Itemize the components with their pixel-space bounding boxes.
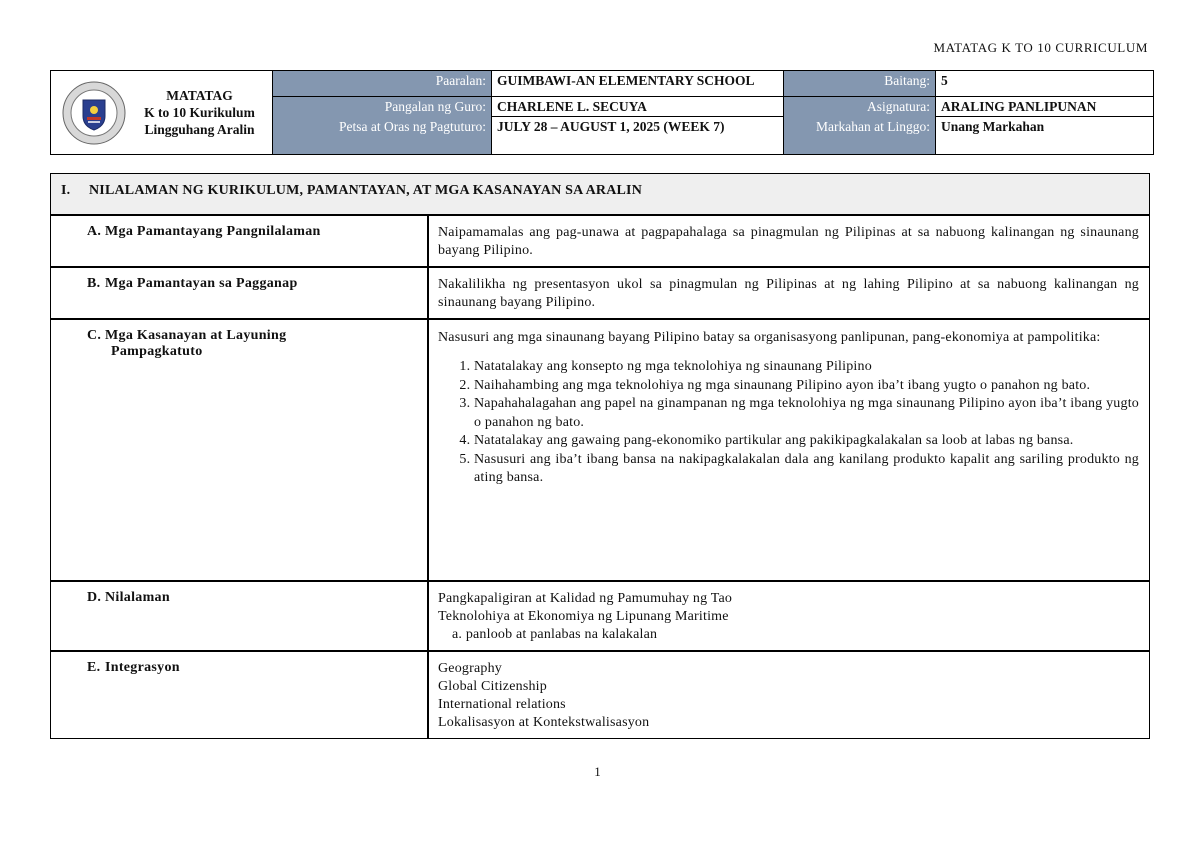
grade-label: Baitang: [783, 71, 935, 97]
row-label-b [51, 268, 429, 318]
content-line: International relations [438, 697, 566, 712]
page-number: 1 [594, 764, 601, 779]
row-letter: C. [87, 328, 102, 343]
row-content-a: Naipamamalas ang pag-unawa at pagpapahalaga sa pinagmulan ng Pilipinas at sa nabuong kalinangan ng sinaunang bayang Pilipino. [438, 225, 1139, 258]
quarter-label: Markahan at Linggo: [783, 117, 935, 154]
row-letter: B. [87, 276, 101, 291]
row-content-e [429, 652, 1149, 738]
school-value: GUIMBAWI-AN ELEMENTARY SCHOOL [491, 71, 783, 97]
brand-line-1: MATATAG [166, 88, 233, 103]
list-item: 1. Natatalakay ang konsepto ng mga teknolohiya ng sinaunang Pilipino [474, 358, 1139, 377]
section-title: NILALAMAN NG KURIKULUM, PAMANTAYAN, AT MGA KASANAYAN SA ARALIN [89, 183, 643, 198]
curriculum-table [50, 173, 1150, 739]
table-row [51, 582, 1149, 652]
lesson-header [50, 70, 1154, 155]
content-line: Geography [438, 661, 503, 676]
row-label-a [51, 216, 429, 266]
row-letter: E. [87, 660, 101, 675]
objectives-intro: Nasusuri ang mga sinaunang bayang Pilipino batay sa organisasyong panlipunan, pang-ekonomiya at pampolitika: [438, 330, 1101, 345]
content-line: Global Citizenship [438, 679, 547, 694]
row-label-text: Nilalaman [105, 590, 170, 605]
brand-text [127, 87, 272, 138]
date-value: JULY 28 – AUGUST 1, 2025 (WEEK 7) [491, 117, 783, 154]
table-row [51, 216, 1149, 268]
subject-label: Asignatura: [783, 97, 935, 117]
objectives-list [438, 358, 1139, 488]
school-label: Paaralan: [273, 71, 491, 97]
row-content-c [429, 320, 1149, 580]
row-label-text: Mga Pamantayang Pangnilalaman [105, 224, 321, 239]
row-letter: D. [87, 590, 102, 605]
row-label-d [51, 582, 429, 650]
row-label-c [51, 320, 429, 580]
content-line: Lokalisasyon at Kontekstwalisasyon [438, 715, 650, 730]
list-item: 2. Naihahambing ang mga teknolohiya ng mga sinaunang Pilipino ayon iba’t ibang yugto o panahon ng bato. [474, 377, 1139, 396]
row-label-e [51, 652, 429, 738]
section-heading [51, 174, 1149, 216]
row-label-text: Integrasyon [105, 660, 180, 675]
brand-line-3: Lingguhang Aralin [144, 122, 255, 137]
row-letter: A. [87, 224, 102, 239]
quarter-value: Unang Markahan [935, 117, 1153, 154]
date-label: Petsa at Oras ng Pagtuturo: [273, 117, 491, 154]
brand-line-2: K to 10 Kurikulum [144, 105, 255, 120]
row-label-text: Mga Kasanayan at Layuning [105, 328, 287, 343]
list-item: 3. Napahahalagahan ang papel na ginampanan ng mga teknolohiya ng mga sinaunang Pilipino ayon iba’t ibang yugto o panahon ng bato. [474, 395, 1139, 432]
brand-cell [51, 71, 273, 154]
running-head: MATATAG K TO 10 CURRICULUM [933, 40, 1148, 55]
row-content-d [429, 582, 1149, 650]
table-row [51, 320, 1149, 582]
table-row [51, 652, 1149, 738]
row-label-text-cont: Pampagkatuto [111, 344, 203, 359]
teacher-value: CHARLENE L. SECUYA [491, 97, 783, 117]
grade-value: 5 [935, 71, 1153, 97]
content-line: Teknolohiya at Ekonomiya ng Lipunang Maritime [438, 609, 729, 624]
header-grid [273, 71, 1153, 154]
list-item: 4. Natatalakay ang gawaing pang-ekonomiko partikular ang pakikipagkalakalan sa loob at labas ng bansa. [474, 432, 1139, 451]
table-row [51, 268, 1149, 320]
content-line: a. panloob at panlabas na kalakalan [452, 627, 658, 642]
list-item: 5. Nasusuri ang iba’t ibang bansa na nakipagkalakalan dala ang kanilang produkto kapalit ang sariling produkto ng ating bansa. [474, 451, 1139, 488]
row-label-text: Mga Pamantayan sa Pagganap [105, 276, 298, 291]
content-line: Pangkapaligiran at Kalidad ng Pamumuhay ng Tao [438, 591, 733, 606]
section-number: I. [61, 183, 71, 198]
subject-value: ARALING PANLIPUNAN [935, 97, 1153, 117]
teacher-label: Pangalan ng Guro: [273, 97, 491, 117]
row-content-b: Nakalilikha ng presentasyon ukol sa pinagmulan ng Pilipinas at ng lahing Pilipino at sa nabuong kalinangan ng sinaunang bayang Pilipino. [438, 277, 1139, 310]
deped-seal-icon [61, 80, 127, 146]
